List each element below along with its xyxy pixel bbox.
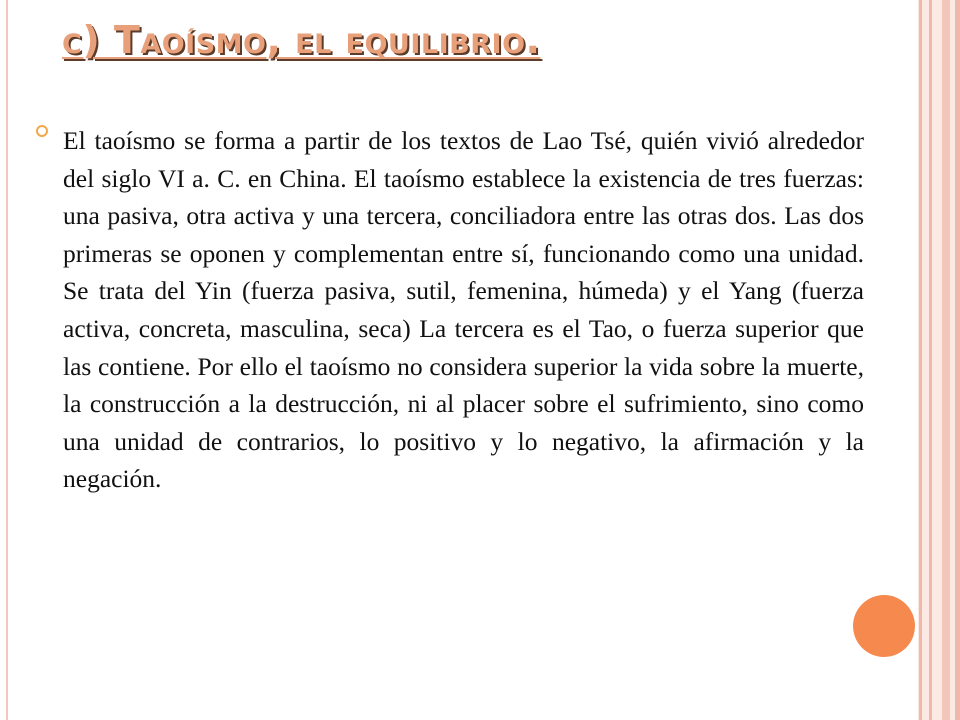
right-stripe	[929, 0, 932, 720]
bullet-paragraph: El taoísmo se forma a partir de los textos de Lao Tsé, quién vivió alrededor del siglo VI a. C. en China. El taoísmo establece la existencia de tres fuerzas: una pasiva, otra activa y una tercera, conciliadora entre las otras dos. Las dos primeras se oponen y complementan entre sí, funcionando como una unidad. Se trata del Yin (fuerza pasiva, sutil, femenina, húmeda) y el Yang (fuerza activa, concreta, masculina, seca) La tercera es el Tao, o fuerza superior que las contiene. Por ello el taoísmo no considera superior la vida sobre la muerte, la construcción a la destrucción, ni al placer sobre el sufrimiento, sino como una unidad de contrarios, lo positivo y lo negativo, la afirmación y la negación.	[63, 126, 864, 494]
right-stripe	[955, 0, 960, 720]
circle-bullet-icon	[36, 125, 48, 137]
right-stripe	[919, 0, 922, 720]
slide-title: c) Taoísmo, el equilibrio.	[62, 18, 541, 62]
left-border-line	[6, 0, 8, 720]
right-stripe	[942, 0, 950, 720]
orange-circle-icon	[853, 595, 915, 657]
right-decorative-panel	[918, 0, 960, 720]
